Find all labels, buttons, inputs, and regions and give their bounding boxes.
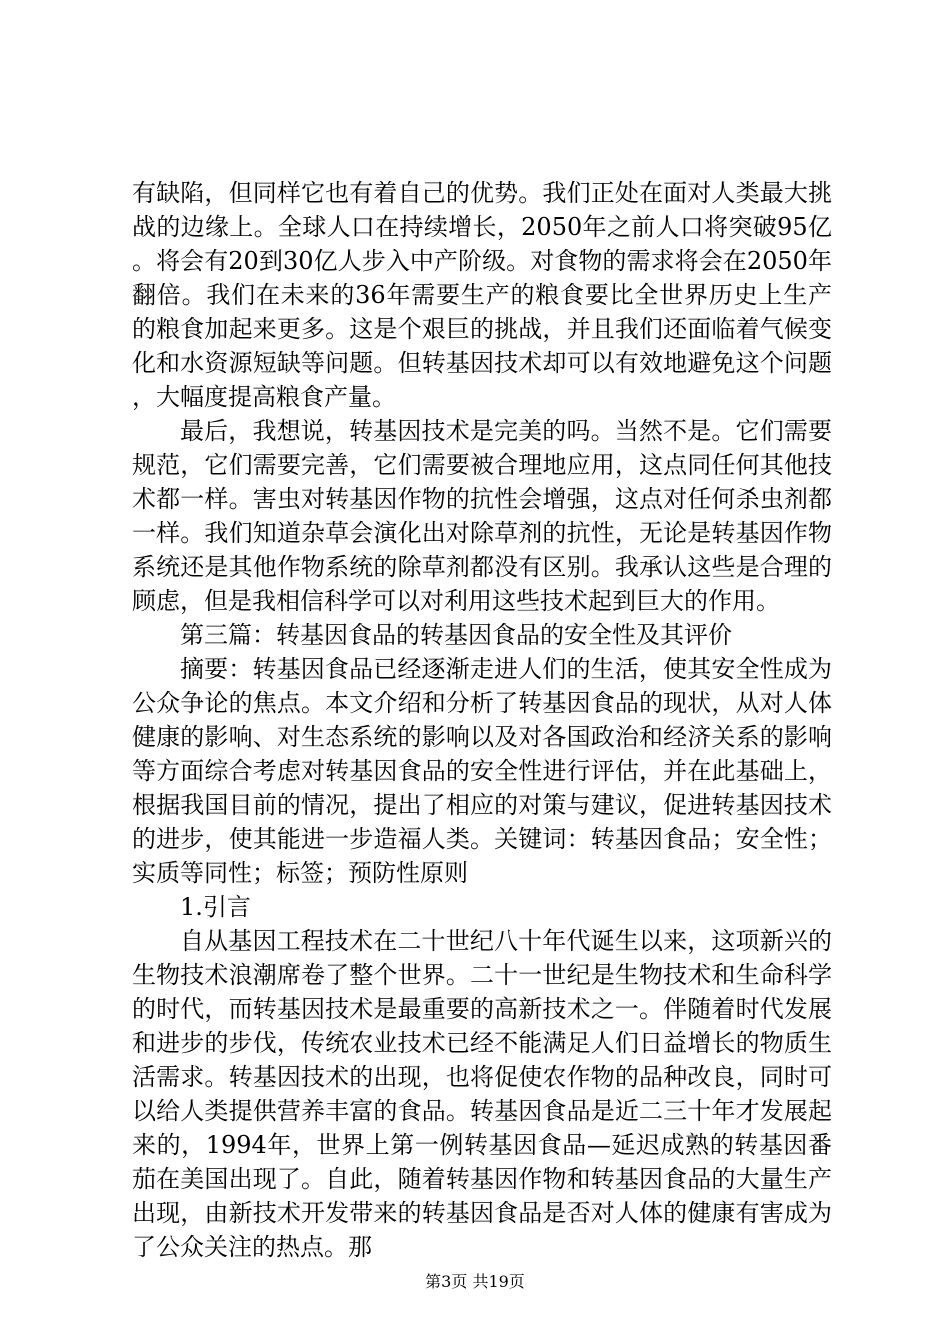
subsection-heading: 1.引言 [180,893,251,921]
page-footer: 第3页 共19页 [425,1272,525,1291]
document-body [132,176,832,1264]
section-heading: 第三篇：转基因食品的转基因食品的安全性及其评价 [180,621,732,649]
paragraph-conclusion: 最后，我想说，转基因技术是完美的吗。当然不是。它们需要规范，它们需要完善，它们需要被合理地应用，这点同任何其他技术都一样。害虫对转基因作物的抗性会增强，这点对任何杀虫剂都一样。我们知道杂草会演化出对除草剂的抗性，无论是转基因作物系统还是其他作物系统的除草剂都没有区别。我承认这些是合理的顾虑，但是我相信科学可以对利用这些技术起到巨大的作用。 [132,417,832,615]
paragraph-continuation: 有缺陷，但同样它也有着自己的优势。我们正处在面对人类最大挑战的边缘上。全球人口在持续增长，2050年之前人口将突破95亿。将会有20到30亿人步入中产阶级。对食物的需求将会在2050年翻倍。我们在未来的36年需要生产的粮食要比全世界历史上生产的粮食加起来更多。这是个艰巨的挑战，并且我们还面临着气候变化和水资源短缺等问题。但转基因技术却可以有效地避免这个问题，大幅度提高粮食产量。 [132,179,832,411]
paragraph-introduction: 自从基因工程技术在二十世纪八十年代诞生以来，这项新兴的生物技术浪潮席卷了整个世界。二十一世纪是生物技术和生命科学的时代，而转基因技术是最重要的高新技术之一。伴随着时代发展和进步的步伐，传统农业技术已经不能满足人们日益增长的物质生活需求。转基因技术的出现，也将促使农作物的品种改良，同时可以给人类提供营养丰富的食品。转基因食品是近二三十年才发展起来的，1994年，世界上第一例转基因食品—延迟成熟的转基因番茄在美国出现了。自此，随着转基因作物和转基因食品的大量生产出现，由新技术开发带来的转基因食品是否对人体的健康有害成为了公众关注的热点。那 [132,927,832,1261]
paragraph-abstract: 摘要：转基因食品已经逐渐走进人们的生活，使其安全性成为公众争论的焦点。本文介绍和分析了转基因食品的现状，从对人体健康的影响、对生态系统的影响以及对各国政治和经济关系的影响等方面综合考虑对转基因食品的安全性进行评估，并在此基础上，根据我国目前的情况，提出了相应的对策与建议，促进转基因技术的进步，使其能进一步造福人类。关键词：转基因食品；安全性；实质等同性；标签；预防性原则 [132,655,832,887]
